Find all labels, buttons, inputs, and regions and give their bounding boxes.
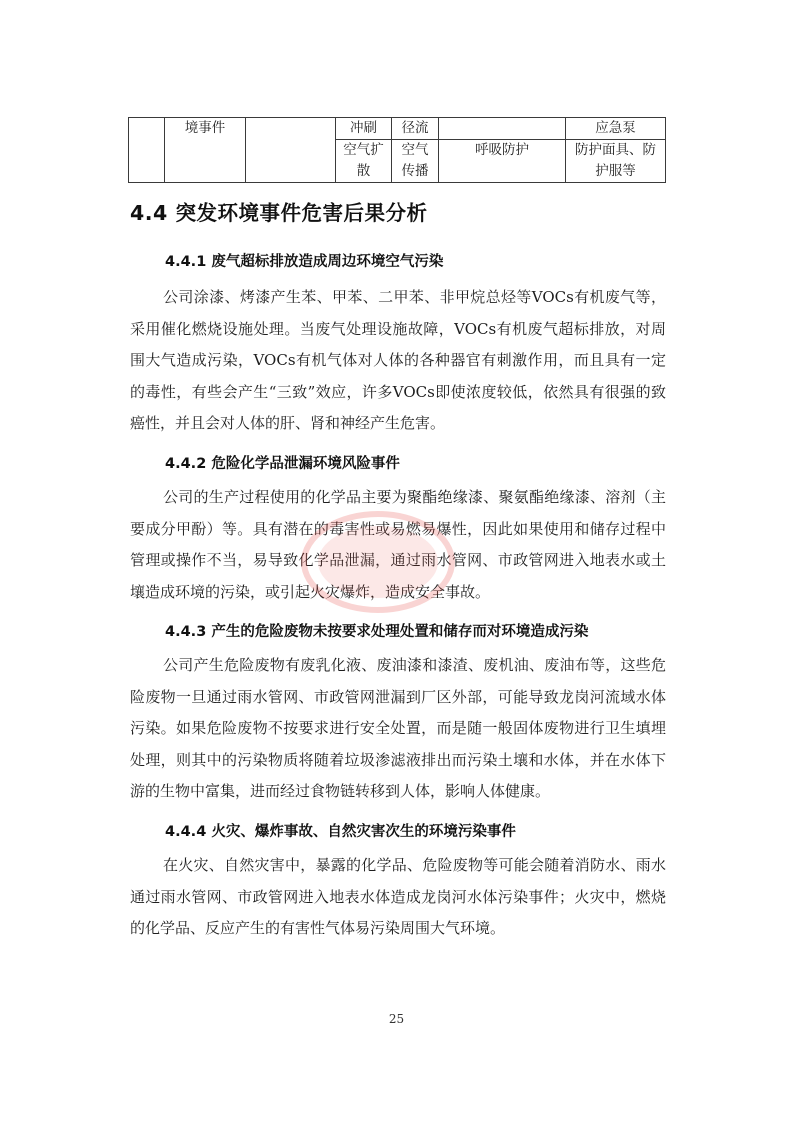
table-cell: 空气扩散	[336, 140, 392, 183]
table-fragment	[128, 117, 666, 183]
table-cell: 冲刷	[336, 118, 392, 140]
table-cell	[129, 118, 165, 183]
page-number: 25	[388, 1012, 405, 1026]
body-paragraph: 在火灾、自然灾害中，暴露的化学品、危险废物等可能会随着消防水、雨水通过雨水管网、市政管网进入地表水体造成龙岗河水体污染事件；火灾中，燃烧的化学品、反应产生的有害性气体易污染周围大气环境。	[130, 856, 666, 937]
subsection-heading: 4.4.1 废气超标排放造成周边环境空气污染	[165, 254, 444, 270]
table-cell	[439, 118, 566, 140]
table-cell: 防护面具、防护服等	[566, 140, 666, 183]
table-cell: 境事件	[165, 118, 246, 183]
section-title: 4.4 突发环境事件危害后果分析	[130, 201, 428, 225]
table-cell: 应急泵	[566, 118, 666, 140]
table-row	[129, 118, 666, 140]
table-cell	[246, 118, 336, 183]
table-cell: 空气传播	[392, 140, 439, 183]
body-paragraph: 公司产生危险废物有废乳化液、废油漆和漆渣、废机油、废油布等，这些危险废物一旦通过雨水管网、市政管网泄漏到厂区外部，可能导致龙岗河流域水体污染。如果危险废物不按要求进行安全处置，而是随一般固体废物进行卫生填埋处理，则其中的污染物质将随着垃圾渗滤液排出而污染土壤和水体，并在水体下游的生物中富集，进而经过食物链转移到人体，影响人体健康。	[130, 656, 666, 800]
table-cell: 呼吸防护	[439, 140, 566, 183]
table-cell: 径流	[392, 118, 439, 140]
subsection-heading: 4.4.2 危险化学品泄漏环境风险事件	[165, 456, 400, 472]
subsection-heading: 4.4.4 火灾、爆炸事故、自然灾害次生的环境污染事件	[165, 824, 516, 840]
body-paragraph: 公司涂漆、烤漆产生苯、甲苯、二甲苯、非甲烷总烃等VOCs有机废气等，采用催化燃烧设施处理。当废气处理设施故障，VOCs有机废气超标排放，对周围大气造成污染，VOCs有机气体对人体的各种器官有刺激作用，而且具有一定的毒性，有些会产生“三致”效应，许多VOCs即使浓度较低，依然具有很强的致癌性，并且会对人体的肝、肾和神经产生危害。	[130, 288, 666, 432]
body-paragraph: 公司的生产过程使用的化学品主要为聚酯绝缘漆、聚氨酯绝缘漆、溶剂（主要成分甲酚）等。具有潜在的毒害性或易燃易爆性，因此如果使用和储存过程中管理或操作不当，易导致化学品泄漏，通过雨水管网、市政管网进入地表水或土壤造成环境的污染，或引起火灾爆炸，造成安全事故。	[130, 488, 666, 601]
subsection-heading: 4.4.3 产生的危险废物未按要求处理处置和储存而对环境造成污染	[165, 624, 589, 640]
